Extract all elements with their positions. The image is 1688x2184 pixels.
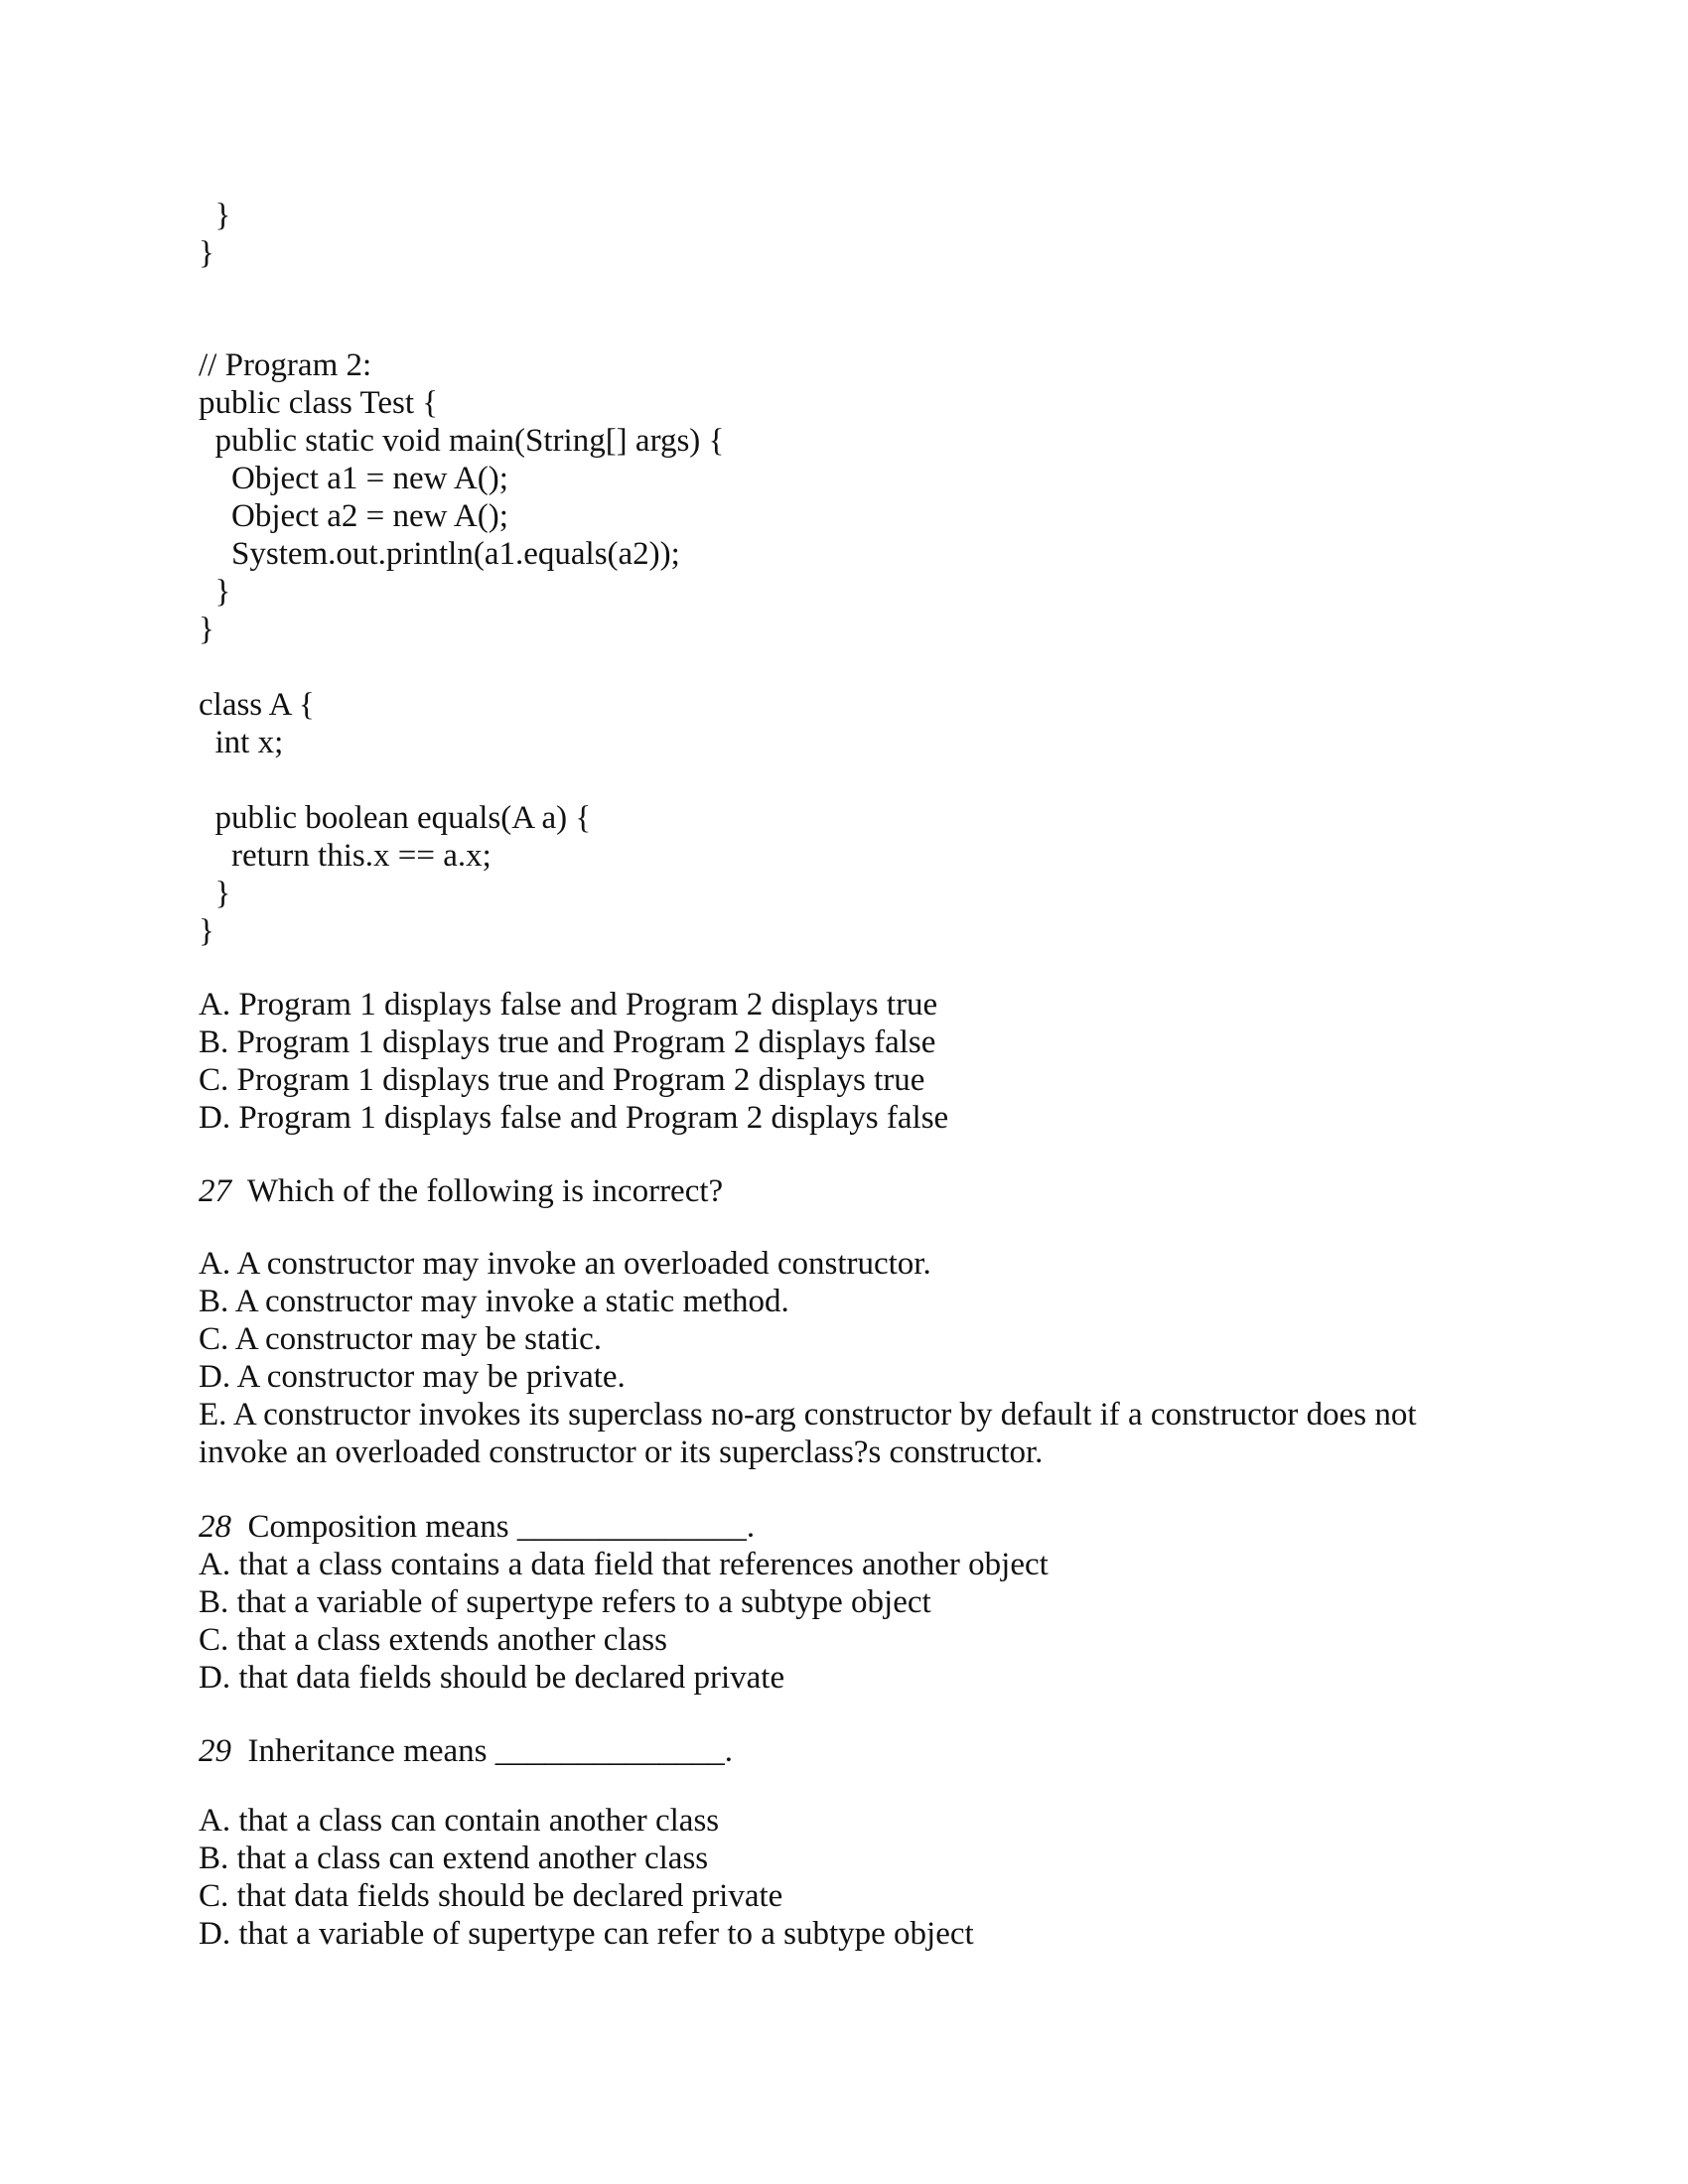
question-number: 28	[199, 1509, 231, 1545]
code-line: }	[199, 574, 231, 610]
code-line: int x;	[199, 725, 284, 760]
answer-option: D. that a variable of supertype can refer to a subtype object	[199, 1916, 974, 1952]
answer-option: C. A constructor may be static.	[199, 1321, 603, 1357]
code-line: public static void main(String[] args) {	[199, 423, 725, 459]
answer-option: B. A constructor may invoke a static method.	[199, 1284, 789, 1319]
code-line: public class Test {	[199, 385, 439, 421]
answer-option-continued: invoke an overloaded constructor or its superclass?s constructor.	[199, 1434, 1044, 1470]
question-stem: Which of the following is incorrect?	[231, 1173, 724, 1209]
code-line: }	[199, 198, 231, 233]
question-stem: Composition means ______________.	[231, 1509, 756, 1545]
answer-option: A. that a class contains a data field that references another object	[199, 1547, 1049, 1582]
answer-option: B. Program 1 displays true and Program 2 displays false	[199, 1024, 936, 1060]
answer-option: E. A constructor invokes its superclass no-arg constructor by default if a constructor does not	[199, 1397, 1417, 1433]
code-line: public boolean equals(A a) {	[199, 800, 592, 836]
question-text	[199, 1172, 723, 1210]
answer-option: D. that data fields should be declared private	[199, 1660, 785, 1696]
code-comment: // Program 2:	[199, 347, 372, 383]
answer-option: C. Program 1 displays true and Program 2 displays true	[199, 1062, 925, 1098]
answer-option: B. that a class can extend another class	[199, 1841, 709, 1876]
code-line: }	[199, 876, 231, 911]
question-text	[199, 1732, 733, 1770]
answer-option: A. Program 1 displays false and Program 2 displays true	[199, 987, 938, 1023]
answer-option: A. A constructor may invoke an overloaded constructor.	[199, 1246, 931, 1282]
code-line: }	[199, 913, 214, 949]
answer-option: A. that a class can contain another class	[199, 1803, 720, 1839]
question-text	[199, 1508, 755, 1546]
answer-option: D. Program 1 displays false and Program 2 displays false	[199, 1100, 949, 1136]
code-line: }	[199, 235, 214, 271]
answer-option: C. that a class extends another class	[199, 1622, 667, 1658]
code-line: class A {	[199, 687, 315, 723]
answer-option: C. that data fields should be declared private	[199, 1878, 783, 1914]
question-number: 27	[199, 1173, 231, 1209]
code-line: return this.x == a.x;	[199, 838, 492, 874]
code-line: Object a1 = new A();	[199, 461, 508, 496]
question-number: 29	[199, 1733, 231, 1769]
code-line: }	[199, 612, 214, 647]
code-line: Object a2 = new A();	[199, 498, 508, 534]
answer-option: B. that a variable of supertype refers to a subtype object	[199, 1584, 931, 1620]
code-line: System.out.println(a1.equals(a2));	[199, 536, 680, 572]
question-stem: Inheritance means ______________.	[231, 1733, 733, 1769]
answer-option: D. A constructor may be private.	[199, 1359, 626, 1395]
